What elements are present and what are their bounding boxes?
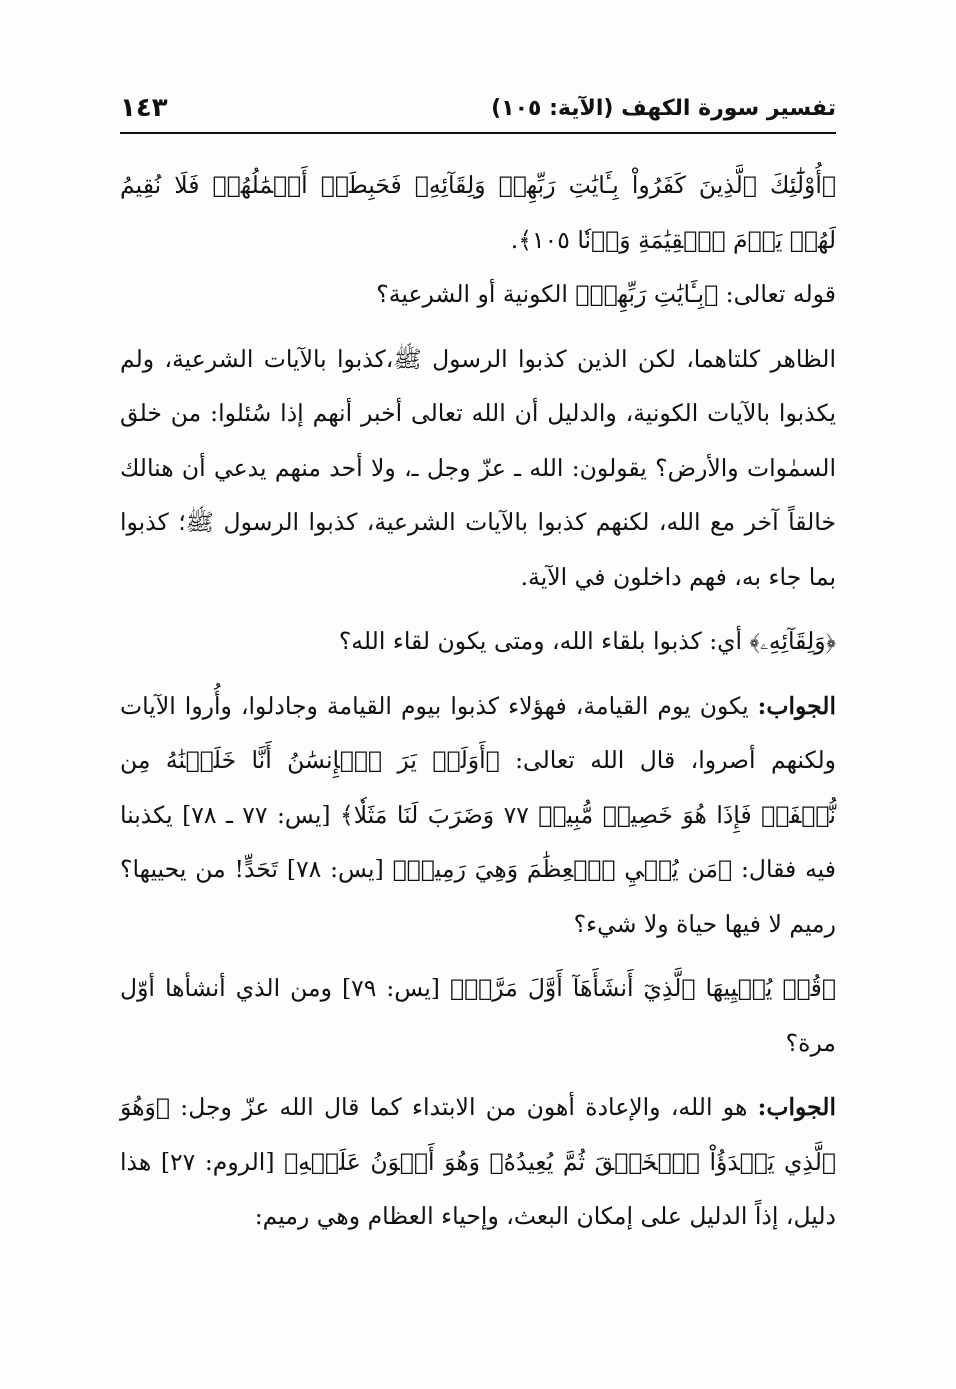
answer-paragraph <box>120 679 836 952</box>
page-header <box>120 88 836 128</box>
paragraph-text: قوله تعالى: ﴿بِـَٔايَٰتِ رَبِّهِمۡ﴾ الكونية أو الشرعية؟ <box>376 280 836 308</box>
explanation-paragraph <box>120 332 836 605</box>
verse-text: ﴿أُوْلَٰٓئِكَ ٱلَّذِينَ كَفَرُواْ بِـَٔايَٰتِ رَبِّهِمۡ وَلِقَآئِهِۦ فَحَبِطَتۡ أَعۡمَٰلُهُمۡ فَلَا نُقِيمُ لَهُمۡ يَوۡمَ ٱلۡقِيَٰمَةِ وَزۡنٗا ١٠٥﴾. <box>120 171 836 254</box>
question-paragraph <box>120 267 836 322</box>
question-paragraph <box>120 961 836 1070</box>
paragraph-text: هو الله، والإعادة أهون من الابتداء كما قال الله عزّ وجل: ﴿وَهُوَ ٱلَّذِي يَبۡدَؤُاْ ٱلۡخَلۡقَ ثُمَّ يُعِيدُهُۥ وَهُوَ أَهۡوَنُ عَلَيۡهِ﴾ [الروم: ٢٧] هذا دليل، إذاً الدليل على إمكان البعث، وإحياء العظام وهي رميم: <box>120 1093 836 1230</box>
page-body <box>120 158 836 1244</box>
paragraph-text: ﴿وَلِقَآئِهِۦ﴾ أي: كذبوا بلقاء الله، ومتى يكون لقاء الله؟ <box>338 627 836 655</box>
question-paragraph <box>120 614 836 669</box>
answer-label: الجواب: <box>757 691 836 720</box>
page-number: ١٤٣ <box>120 93 168 123</box>
answer-label: الجواب: <box>757 1093 836 1121</box>
quran-verse <box>120 158 836 267</box>
paragraph-text: يكون يوم القيامة، فهؤلاء كذبوا بيوم القيامة وجادلوا، وأُروا الآيات ولكنهم أصروا، قال الله تعالى: ﴿أَوَلَمۡ يَرَ ٱلۡإِنسَٰنُ أَنَّا خَلَقۡنَٰهُ مِن نُّطۡفَةٖ فَإِذَا هُوَ خَصِيمٞ مُّبِينٞ ٧٧ وَضَرَبَ لَنَا مَثَلٗا﴾ [يس: ٧٧ ـ ٧٨] يكذبنا فيه فقال: ﴿مَن يُحۡيِ ٱلۡعِظَٰمَ وَهِيَ رَمِيمٞ﴾ [يس: ٧٨] تَحَدٍّ! من يحييها؟ رميم لا فيها حياة ولا شيء؟ <box>120 691 836 938</box>
header-rule <box>120 132 836 134</box>
paragraph-text: الظاهر كلتاهما، لكن الذين كذبوا الرسول ﷺ،كذبوا بالآيات الشرعية، ولم يكذبوا بالآيات الكونية، والدليل أن الله تعالى أخبر أنهم إذا سُئلوا: من خلق السمٰوات والأرض؟ يقولون: الله ـ عزّ وجل ـ، ولا أحد منهم يدعي أن هنالك خالقاً آخر مع الله، لكنهم كذبوا بالآيات الشرعية، كذبوا الرسول ﷺ؛ كذبوا بما جاء به، فهم داخلون في الآية. <box>120 344 836 591</box>
answer-paragraph <box>120 1080 836 1244</box>
running-title: تفسير سورة الكهف (الآية: ١٠٥) <box>491 95 836 121</box>
paragraph-text: ﴿قُلۡ يُحۡيِيهَا ٱلَّذِيٓ أَنشَأَهَآ أَوَّلَ مَرَّةٖ﴾ [يس: ٧٩] ومن الذي أنشأها أوّل مرة؟ <box>120 974 836 1057</box>
